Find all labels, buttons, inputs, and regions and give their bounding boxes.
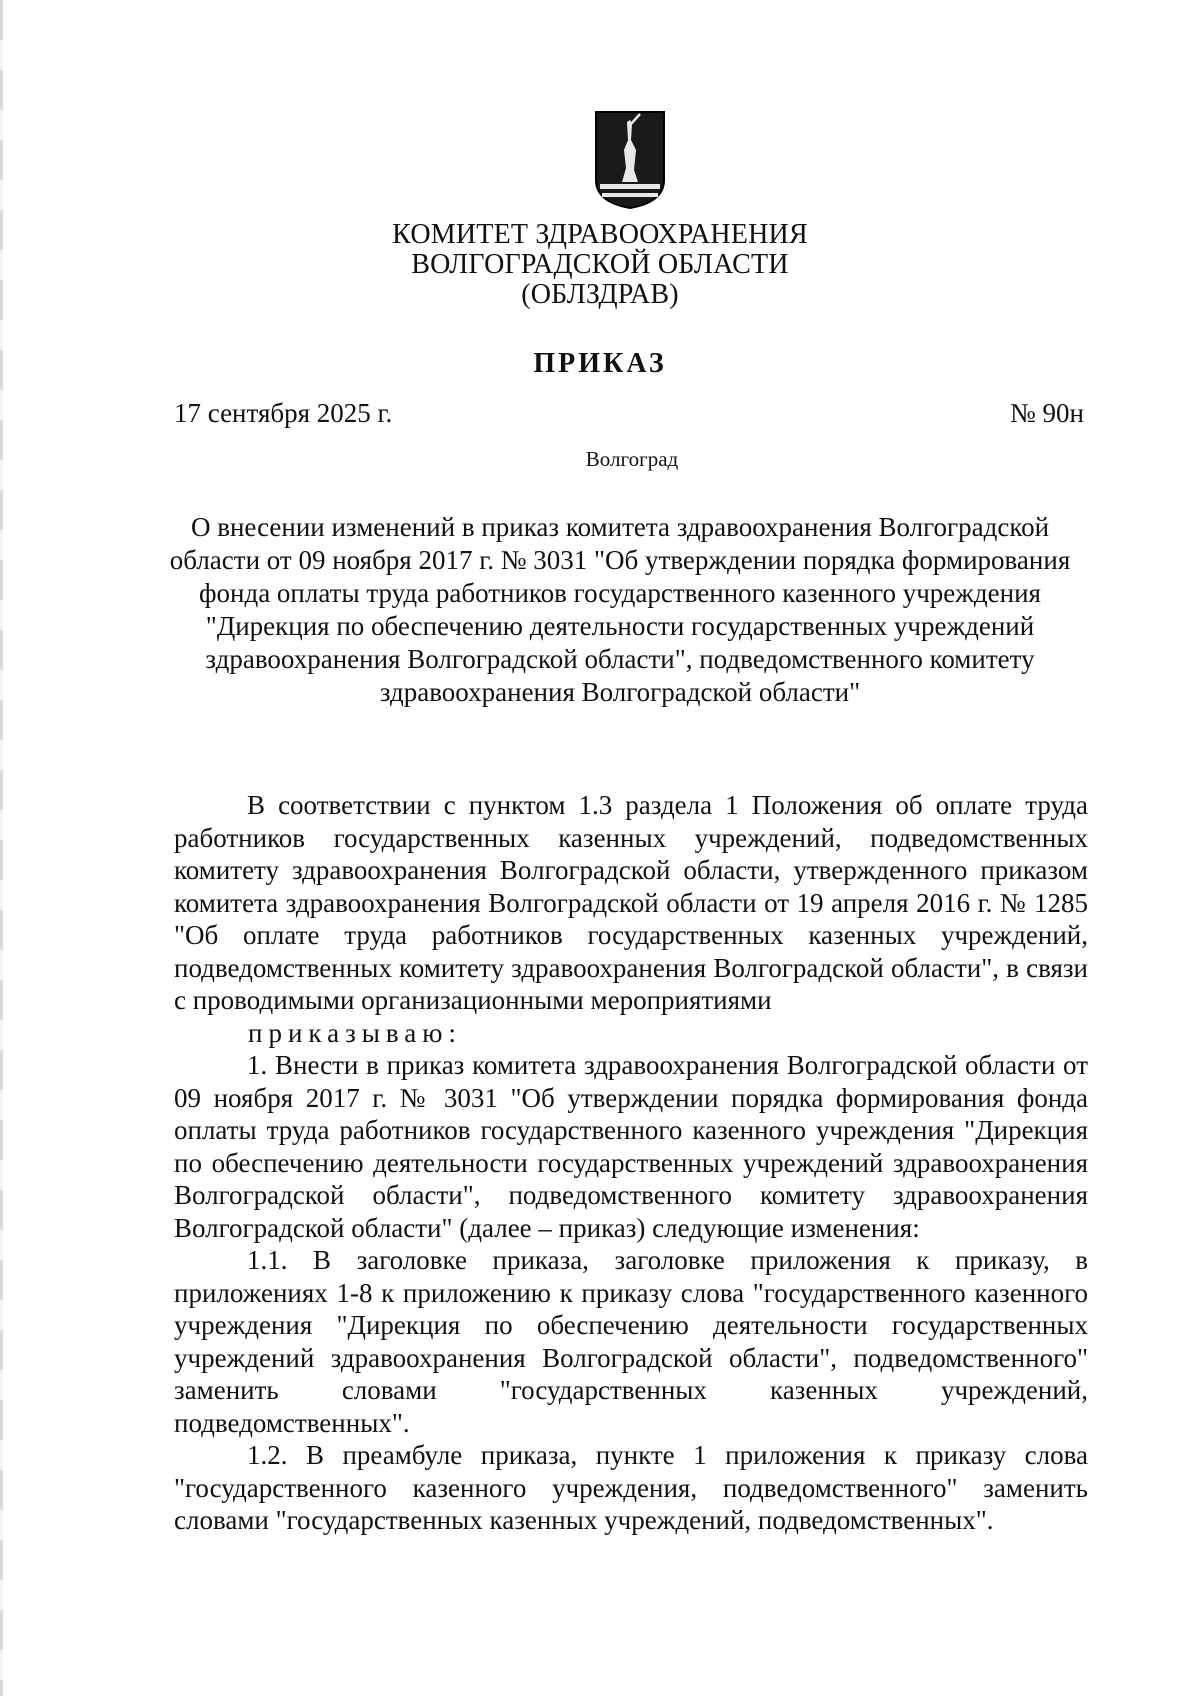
document-type: ПРИКАЗ [533, 348, 667, 379]
organization-name [0, 220, 1200, 310]
preamble-paragraph: В соответствии с пунктом 1.3 раздела 1 Положения об оплате труда работников государственных казенных учреждений, подведомственных комитету здравоохранения Волгоградской области, утвержденного приказом комитета здравоохранения Волгоградской области от 19 апреля 2016 г. № 1285 "Об оплате труда работников государственных казенных учреждений, подведомственных комитету здравоохранения Волгоградской области", в связи с проводимыми организационными мероприятиями [174, 790, 1088, 1015]
title-line: фонда оплаты труда работников государственного казенного учреждения [199, 578, 1041, 608]
item-1-2-paragraph: 1.2. В преамбуле приказа, пункте 1 приложения к приказу слова "государственного казенного учреждения, подведомственного" заменить словами "государственных казенных учреждений, подведомственных". [174, 1440, 1088, 1535]
item-1-paragraph: 1. Внести в приказ комитета здравоохранения Волгоградской области от 09 ноября 2017 г. № 3031 "Об утверждении порядка формирования фонда оплаты труда работников государственного казенного учреждения "Дирекция по обеспечению деятельности государственных учреждений здравоохранения Волгоградской области", подведомственного комитету здравоохранения Волгоградской области" (далее – приказ) следующие изменения: [174, 1050, 1088, 1243]
organization-line: (ОБЛЗДРАВ) [521, 279, 679, 310]
organization-line: ВОЛГОГРАДСКОЙ ОБЛАСТИ [411, 249, 789, 280]
document-title [150, 511, 1090, 709]
title-line: области от 09 ноября 2017 г. № 3031 "Об утверждении порядка формирования [169, 545, 1071, 575]
title-line: "Дирекция по обеспечению деятельности государственных учреждений [205, 611, 1035, 641]
title-line: здравоохранения Волгоградской области" [379, 677, 861, 707]
document-city: Волгоград [585, 447, 679, 471]
item-1-1-paragraph: 1.1. В заголовке приказа, заголовке приложения к приказу, в приложениях 1-8 к приложению к приказу слова "государственного казенного учреждения "Дирекция по обеспечению деятельности государственных учреждений здравоохранения Волгоградской области", подведомственного" заменить словами "государственных казенных учреждений, подведомственных". [174, 1245, 1088, 1438]
title-line: О внесении изменений в приказ комитета здравоохранения Волгоградской [190, 512, 1050, 542]
order-word: приказываю: [248, 1017, 462, 1048]
document-number: № 90н [1010, 398, 1084, 428]
title-line: здравоохранения Волгоградской области", подведомственного комитету [205, 644, 1035, 674]
document-body [174, 789, 1088, 1537]
coat-of-arms-icon [594, 110, 666, 210]
document-date: 17 сентября 2025 г. [174, 398, 393, 428]
organization-line: КОМИТЕТ ЗДРАВООХРАНЕНИЯ [392, 219, 808, 250]
